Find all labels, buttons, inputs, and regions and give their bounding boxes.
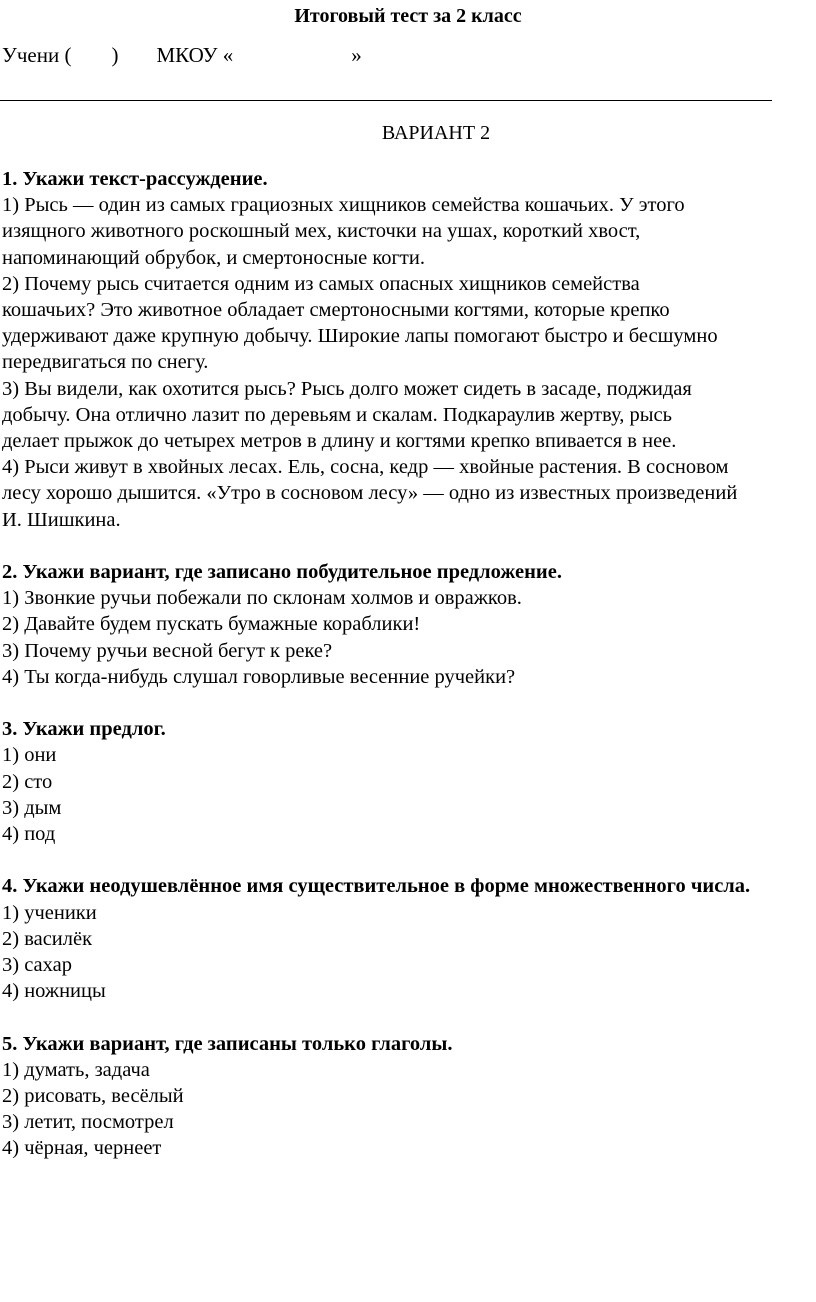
text-line: 4) Рыси живут в хвойных лесах. Ель, сосна, кедр — хвойные растения. В сосновом <box>2 456 729 479</box>
answer-option: 4) чёрная, чернеет <box>2 1137 162 1160</box>
question-2 <box>2 559 802 690</box>
question-heading: 2. Укажи вариант, где записано побудительное предложение. <box>2 561 562 584</box>
question-4 <box>2 873 802 1004</box>
answer-option: 3) сахар <box>2 954 72 977</box>
text-line: делает прыжок до четырех метров в длину и когтями крепко впивается в нее. <box>2 430 677 453</box>
answer-option: 2) Давайте будем пускать бумажные кораблики! <box>2 613 421 636</box>
question-heading: 3. Укажи предлог. <box>2 718 166 741</box>
school-label: МКОУ « <box>156 43 234 67</box>
question-5 <box>2 1031 802 1162</box>
text-line: добычу. Она отлично лазит по деревьям и скалам. Подкараулив жертву, рысь <box>2 403 672 426</box>
question-1 <box>2 166 802 533</box>
document-title: Итоговый тест за 2 класс <box>294 5 522 27</box>
text-line: кошачьих? Это животное обладает смертоносными когтями, которые крепко <box>2 299 670 322</box>
answer-option: 1) ученики <box>2 901 97 924</box>
text-line: изящного животного роскошный мех, кисточки на ушах, короткий хвост, <box>2 220 641 243</box>
answer-option: 1) думать, задача <box>2 1058 150 1081</box>
question-3 <box>2 716 802 847</box>
answer-option: 4) под <box>2 823 56 846</box>
question-heading: 1. Укажи текст-рассуждение. <box>2 168 268 190</box>
text-line: передвигаться по снегу. <box>2 351 209 374</box>
answer-option: 1) Звонкие ручьи побежали по склонам холмов и овражков. <box>2 587 522 610</box>
question-heading: 4. Укажи неодушевлённое имя существительное в форме множественного числа. <box>2 875 751 898</box>
answer-option: 4) Ты когда-нибудь слушал говорливые весенние ручейки? <box>2 665 516 688</box>
student-close: ) <box>111 43 119 67</box>
answer-option: 3) дым <box>2 796 62 819</box>
text-line: лесу хорошо дышится. «Утро в сосновом лесу» — одно из известных произведений <box>2 482 738 505</box>
text-line: 1) Рысь — один из самых грациозных хищников семейства кошачьих. У этого <box>2 194 685 217</box>
question-heading: 5. Укажи вариант, где записаны только глаголы. <box>2 1032 453 1055</box>
divider-line <box>0 100 772 101</box>
answer-option: 2) василёк <box>2 927 93 950</box>
answer-option: 2) сто <box>2 770 53 793</box>
answer-option: 1) они <box>2 744 57 767</box>
text-line: удерживают даже крупную добычу. Широкие лапы помогают быстро и бесшумно <box>2 325 718 348</box>
text-line: И. Шишкина. <box>2 508 121 531</box>
student-info-line <box>2 42 362 68</box>
answer-option: 2) рисовать, весёлый <box>2 1085 184 1108</box>
student-label: Учени ( <box>2 43 72 67</box>
questions-list <box>2 166 802 1162</box>
text-line: 2) Почему рысь считается одним из самых опасных хищников семейства <box>2 272 640 295</box>
answer-option: 3) летит, посмотрел <box>2 1111 174 1134</box>
answer-option: 3) Почему ручьи весной бегут к реке? <box>2 639 333 662</box>
school-close: » <box>351 43 362 67</box>
text-line: 3) Вы видели, как охотится рысь? Рысь долго может сидеть в засаде, поджидая <box>2 377 692 400</box>
variant-heading: ВАРИАНТ 2 <box>381 122 491 144</box>
answer-option: 4) ножницы <box>2 980 106 1003</box>
text-line: напоминающий обрубок, и смертоносные когти. <box>2 246 425 269</box>
